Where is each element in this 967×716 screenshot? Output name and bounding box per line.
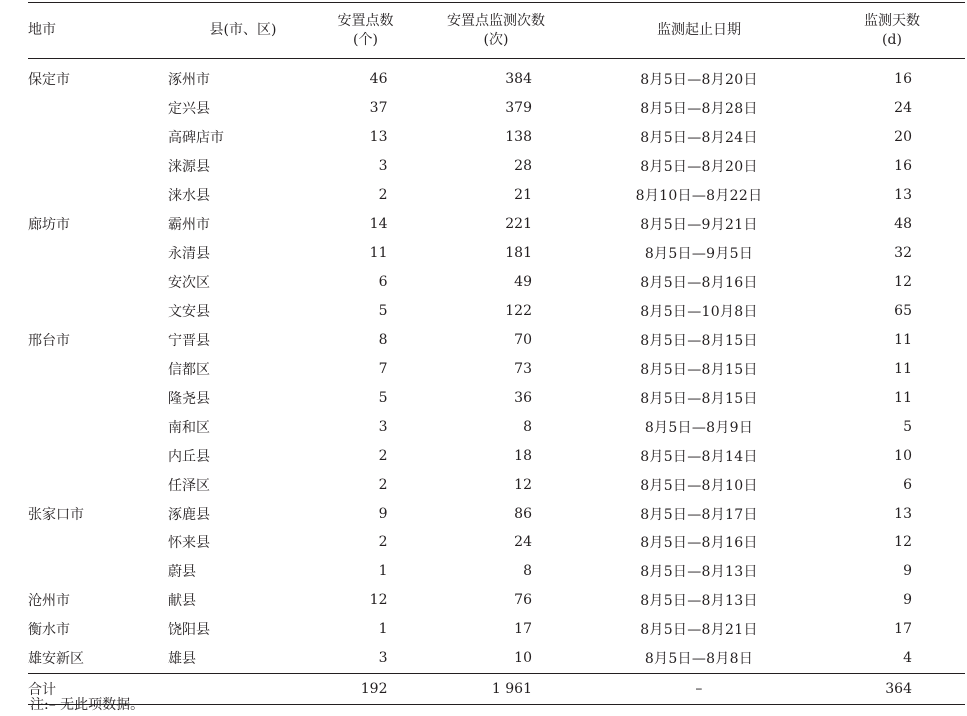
cell-days: 24 [894, 100, 912, 117]
table-row [28, 152, 965, 181]
cell-city [28, 268, 168, 297]
table-body [28, 59, 965, 674]
cell-period: 8月5日—8月15日 [640, 332, 758, 349]
cell-days: 13 [894, 187, 912, 204]
cell-period: 8月5日—8月14日 [640, 448, 758, 465]
cell-sites: 13 [369, 129, 388, 146]
cell-times: 21 [514, 187, 532, 204]
cell-period: 8月5日—8月20日 [640, 159, 758, 176]
cell-period: 8月5日—8月13日 [640, 564, 758, 581]
cell-sites: 46 [369, 71, 388, 88]
cell-county: 献县 [168, 593, 196, 610]
table-row [28, 94, 965, 123]
cell-county: 蔚县 [168, 564, 196, 581]
cell-days: 48 [894, 216, 912, 233]
cell-days: 10 [894, 447, 912, 464]
table-row [28, 644, 965, 673]
cell-county: 隆尧县 [168, 390, 210, 407]
cell-times: 10 [514, 650, 532, 667]
table-row [28, 586, 965, 615]
cell-period: 8月5日—8月16日 [640, 275, 758, 292]
cell-times: 36 [514, 389, 532, 406]
cell-county: 文安县 [168, 303, 210, 320]
cell-sites: 2 [378, 447, 388, 464]
table-row [28, 210, 965, 239]
cell-city [28, 181, 168, 210]
cell-times: 76 [514, 592, 532, 609]
cell-period: 8月5日—8月24日 [640, 130, 758, 147]
cell-times: 379 [505, 100, 532, 117]
cell-city: 邢台市 [28, 332, 70, 349]
cell-sites: 1 [378, 621, 388, 638]
total-times: 1 961 [413, 673, 579, 704]
cell-city [28, 152, 168, 181]
cell-county: 任泽区 [168, 477, 210, 494]
table-total-row [28, 673, 965, 704]
cell-city [28, 239, 168, 268]
cell-times: 122 [505, 302, 532, 319]
cell-sites: 5 [378, 302, 388, 319]
cell-days: 20 [894, 129, 912, 146]
cell-times: 86 [514, 505, 532, 522]
table-row [28, 268, 965, 297]
table-row [28, 59, 965, 94]
cell-city [28, 354, 168, 383]
cell-sites: 3 [378, 650, 388, 667]
cell-county: 信都区 [168, 361, 210, 378]
cell-city: 保定市 [28, 72, 70, 89]
cell-times: 24 [514, 534, 532, 551]
col-header-period: 监测起止日期 [579, 3, 819, 59]
table-header-row [28, 3, 965, 59]
cell-sites: 37 [369, 100, 388, 117]
cell-city [28, 441, 168, 470]
cell-times: 8 [523, 418, 532, 435]
cell-sites: 2 [378, 476, 388, 493]
table-row [28, 383, 965, 412]
cell-sites: 3 [378, 158, 388, 175]
cell-times: 12 [514, 476, 532, 493]
monitoring-table [28, 2, 965, 705]
cell-times: 73 [514, 360, 532, 377]
col-header-days: 监测天数 (d) [819, 3, 965, 59]
cell-days: 17 [894, 621, 912, 638]
cell-county: 怀来县 [168, 535, 210, 552]
table-row [28, 354, 965, 383]
cell-county: 涞源县 [168, 159, 210, 176]
cell-city [28, 94, 168, 123]
cell-days: 9 [903, 592, 912, 609]
cell-city [28, 383, 168, 412]
cell-period: 8月5日—8月15日 [640, 390, 758, 407]
cell-times: 384 [505, 71, 532, 88]
cell-county: 永清县 [168, 246, 210, 263]
table-row [28, 528, 965, 557]
cell-city: 廊坊市 [28, 217, 70, 234]
cell-city [28, 123, 168, 152]
cell-period: 8月5日—8月10日 [640, 477, 758, 494]
cell-sites: 8 [378, 331, 388, 348]
cell-times: 28 [514, 158, 532, 175]
cell-days: 65 [894, 302, 912, 319]
cell-county: 定兴县 [168, 101, 210, 118]
cell-sites: 12 [369, 592, 388, 609]
table-footnote: 注:– 无此项数据。 [30, 697, 145, 713]
cell-sites: 11 [369, 245, 388, 262]
cell-period: 8月5日—8月28日 [640, 101, 758, 118]
cell-county: 霸州市 [168, 217, 210, 234]
cell-county: 涞水县 [168, 188, 210, 205]
cell-times: 181 [505, 245, 532, 262]
table-row [28, 499, 965, 528]
cell-period: 8月5日—8月9日 [644, 419, 754, 436]
cell-period: 8月5日—8月20日 [640, 72, 758, 89]
table-row [28, 325, 965, 354]
cell-days: 11 [894, 360, 912, 377]
cell-city: 衡水市 [28, 622, 70, 639]
cell-days: 16 [894, 158, 912, 175]
cell-times: 138 [505, 129, 532, 146]
cell-days: 5 [903, 418, 912, 435]
cell-days: 11 [894, 389, 912, 406]
table-row [28, 615, 965, 644]
cell-period: 8月5日—9月5日 [644, 246, 754, 263]
total-label: 合计 [28, 673, 168, 704]
cell-county: 涿鹿县 [168, 506, 210, 523]
cell-county: 南和区 [168, 419, 210, 436]
cell-times: 70 [514, 331, 532, 348]
total-sites: 192 [318, 673, 413, 704]
cell-sites: 9 [378, 505, 388, 522]
cell-days: 12 [894, 534, 912, 551]
table-row [28, 412, 965, 441]
total-days: 364 [819, 673, 965, 704]
table-row [28, 239, 965, 268]
cell-city [28, 528, 168, 557]
cell-days: 12 [894, 274, 912, 291]
cell-sites: 5 [378, 389, 388, 406]
cell-period: 8月10日—8月22日 [635, 188, 763, 205]
cell-period: 8月5日—10月8日 [640, 303, 758, 320]
cell-city: 雄安新区 [28, 651, 84, 668]
cell-sites: 14 [369, 216, 388, 233]
cell-city [28, 412, 168, 441]
cell-county: 饶阳县 [168, 622, 210, 639]
cell-days: 9 [903, 563, 912, 580]
cell-days: 4 [903, 650, 912, 667]
cell-period: 8月5日—9月21日 [640, 217, 758, 234]
cell-period: 8月5日—8月15日 [640, 361, 758, 378]
total-period: – [579, 673, 819, 704]
cell-times: 18 [514, 447, 532, 464]
table-row [28, 297, 965, 326]
cell-city [28, 297, 168, 326]
cell-period: 8月5日—8月13日 [640, 593, 758, 610]
col-header-times: 安置点监测次数 (次) [413, 3, 579, 59]
cell-days: 32 [894, 245, 912, 262]
cell-county: 内丘县 [168, 448, 210, 465]
cell-sites: 2 [378, 534, 388, 551]
cell-period: 8月5日—8月16日 [640, 535, 758, 552]
col-header-sites: 安置点数 (个) [318, 3, 413, 59]
cell-sites: 6 [378, 274, 388, 291]
cell-county: 涿州市 [168, 72, 210, 89]
table-row [28, 470, 965, 499]
total-county-cell [168, 673, 318, 704]
cell-sites: 1 [378, 563, 388, 580]
col-header-city: 地市 [28, 3, 168, 59]
cell-period: 8月5日—8月21日 [640, 622, 758, 639]
table-row [28, 181, 965, 210]
cell-city [28, 470, 168, 499]
table-row [28, 123, 965, 152]
cell-sites: 2 [378, 187, 388, 204]
cell-county: 高碑店市 [168, 130, 224, 147]
table-row [28, 557, 965, 586]
cell-times: 8 [523, 563, 532, 580]
cell-city: 张家口市 [28, 506, 84, 523]
cell-period: 8月5日—8月8日 [644, 651, 754, 668]
cell-period: 8月5日—8月17日 [640, 506, 758, 523]
cell-city [28, 557, 168, 586]
cell-city: 沧州市 [28, 593, 70, 610]
cell-county: 宁晋县 [168, 332, 210, 349]
cell-days: 6 [903, 476, 912, 493]
cell-sites: 3 [378, 418, 388, 435]
cell-county: 安次区 [168, 275, 210, 292]
cell-days: 13 [894, 505, 912, 522]
cell-times: 49 [514, 274, 532, 291]
cell-days: 11 [894, 331, 912, 348]
cell-days: 16 [894, 71, 912, 88]
table-row [28, 441, 965, 470]
cell-county: 雄县 [168, 651, 196, 668]
cell-sites: 7 [378, 360, 388, 377]
cell-times: 17 [514, 621, 532, 638]
cell-times: 221 [505, 216, 532, 233]
col-header-county: 县(市、区) [168, 3, 318, 59]
